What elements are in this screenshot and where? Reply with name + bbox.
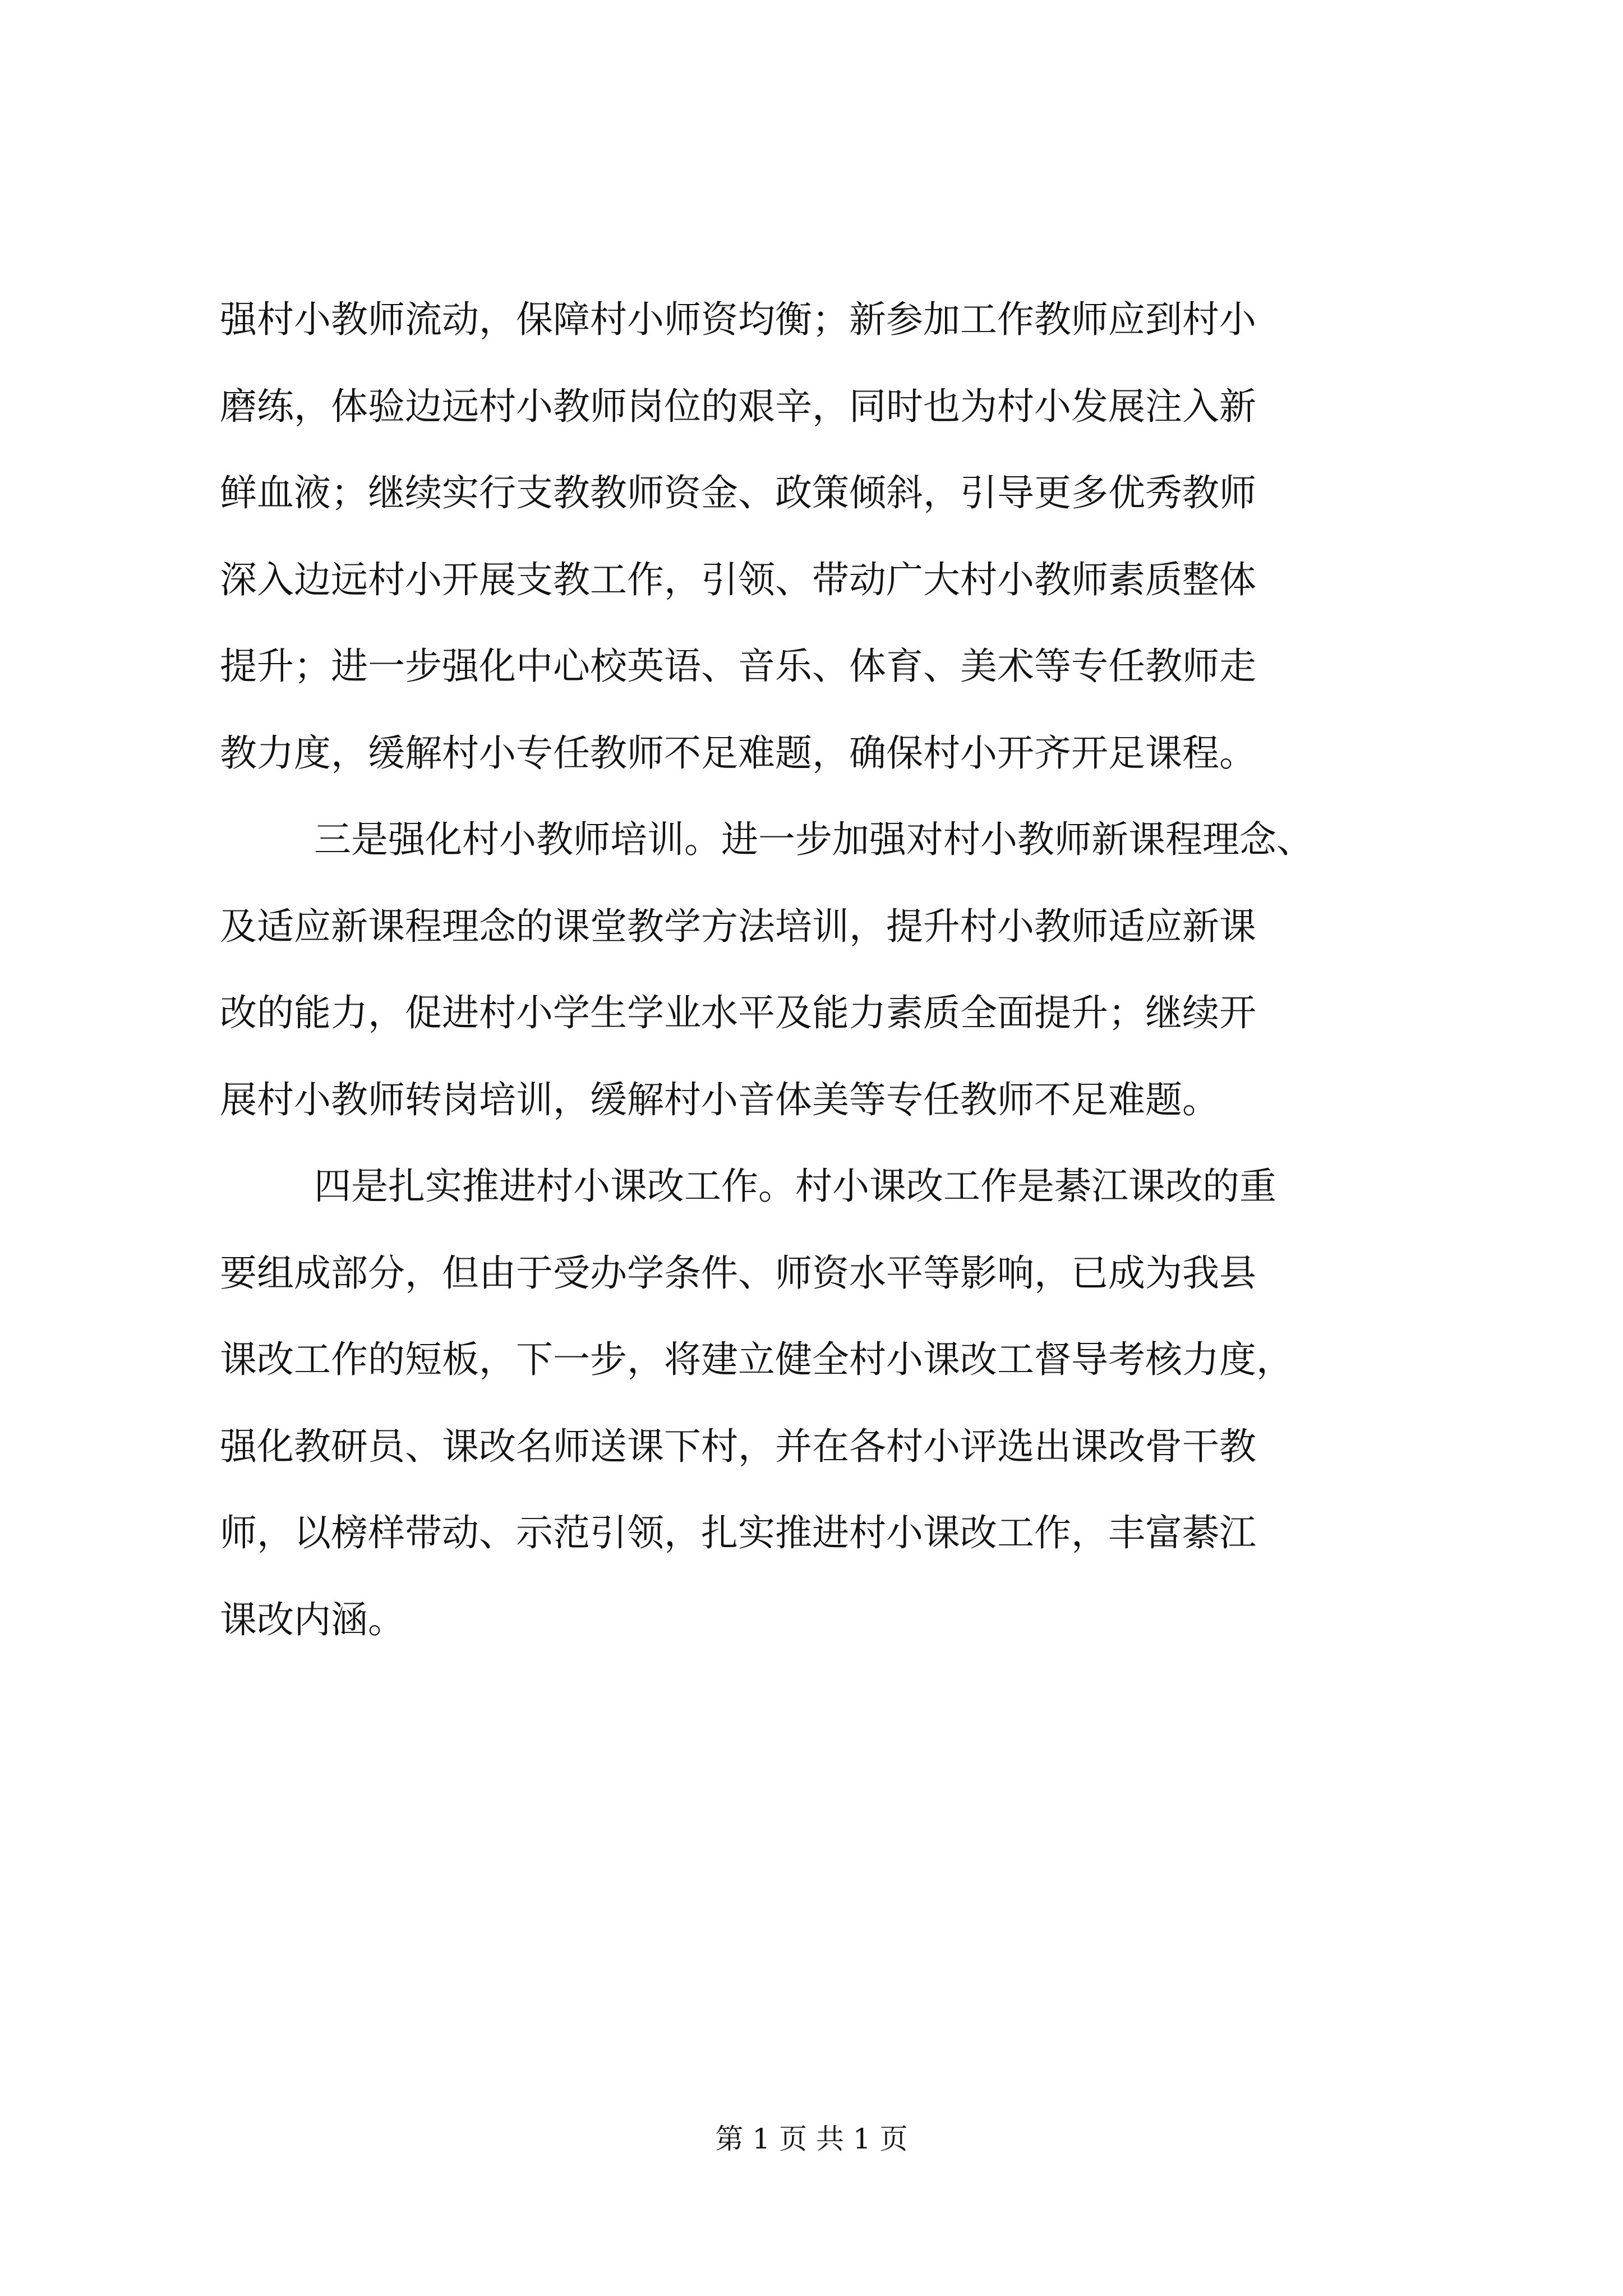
- text-line: 深入边远村小开展支教工作，引领、带动广大村小教师素质整体: [220, 558, 1256, 601]
- text-line: 要组成部分，但由于受办学条件、师资水平等影响，已成为我县: [220, 1251, 1256, 1295]
- page-footer: 第 1 页 共 1 页: [715, 2123, 908, 2155]
- text-line: 改的能力，促进村小学生学业水平及能力素质全面提升；继续开: [220, 991, 1256, 1034]
- text-line: 提升；进一步强化中心校英语、音乐、体育、美术等专任教师走: [220, 645, 1256, 688]
- text-line: 展村小教师转岗培训，缓解村小音体美等专任教师不足难题。: [220, 1078, 1219, 1121]
- paragraph-first-line: 三是强化村小教师培训。进一步加强对村小教师新课程理念、: [314, 818, 1313, 861]
- text-line: 鲜血液；继续实行支教教师资金、政策倾斜，引导更多优秀教师: [220, 471, 1256, 514]
- text-line: 师，以榜样带动、示范引领，扎实推进村小课改工作，丰富綦江: [220, 1511, 1256, 1554]
- text-line: 及适应新课程理念的课堂教学方法培训，提升村小教师适应新课: [220, 905, 1256, 948]
- paragraph-first-line: 四是扎实推进村小课改工作。村小课改工作是綦江课改的重: [314, 1165, 1276, 1208]
- text-line: 磨练，体验边远村小教师岗位的艰辛，同时也为村小发展注入新: [220, 385, 1256, 428]
- text-line: 强村小教师流动，保障村小师资均衡；新参加工作教师应到村小: [220, 298, 1256, 341]
- text-line: 课改工作的短板，下一步，将建立健全村小课改工督导考核力度，: [220, 1338, 1293, 1381]
- text-line: 强化教研员、课改名师送课下村，并在各村小评选出课改骨干教: [220, 1425, 1256, 1468]
- text-line: 课改内涵。: [220, 1598, 405, 1641]
- text-line: 教力度，缓解村小专任教师不足难题，确保村小开齐开足课程。: [220, 731, 1256, 775]
